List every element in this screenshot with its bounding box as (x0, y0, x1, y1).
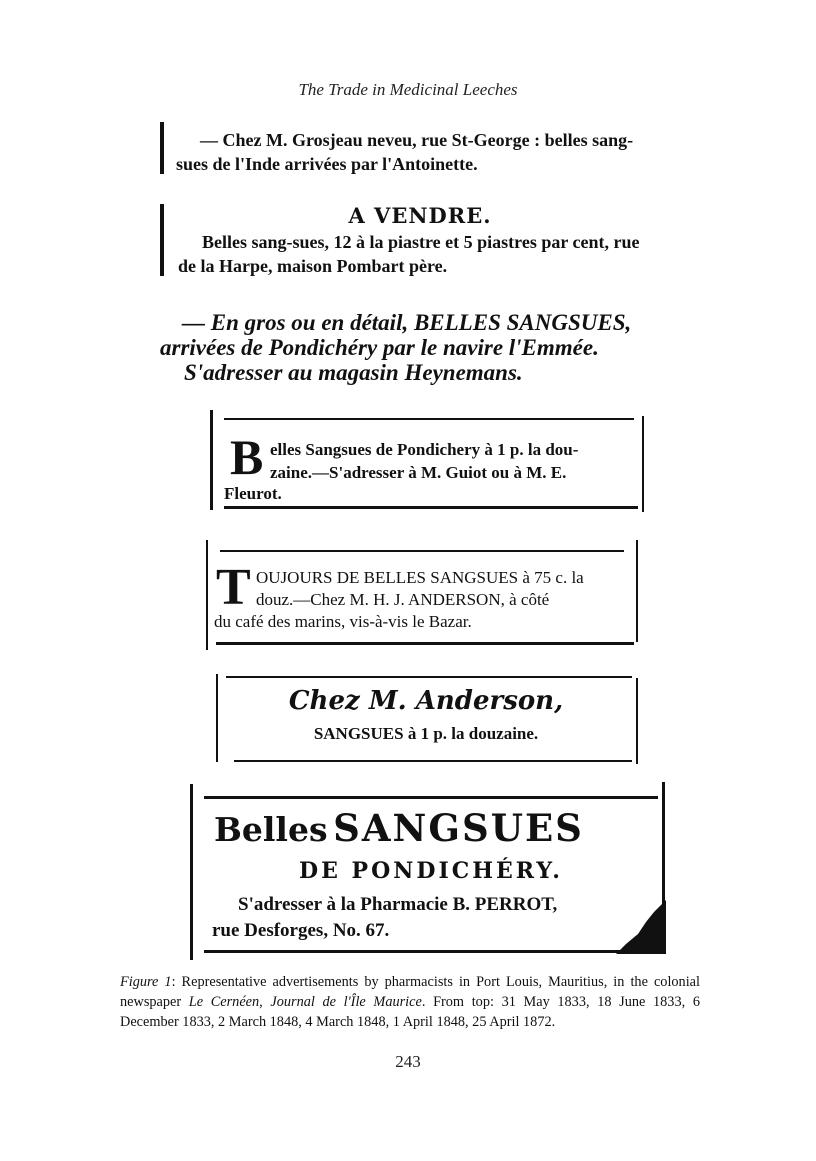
ad5-line-1: OUJOURS DE BELLES SANGSUES à 75 c. la (256, 568, 584, 587)
rule-bottom (234, 760, 632, 762)
ad5-line-3: du café des marins, vis-à-vis le Bazar. (214, 612, 472, 631)
caption-newspaper: Le Cernéen, Journal de l'Île Maurice (188, 994, 422, 1010)
rule-bottom (216, 642, 634, 645)
ad2-line-1: Belles sang-sues, 12 à la piastre et 5 piastres par cent, rue (202, 232, 640, 252)
ad2-title: A VENDRE. (348, 203, 492, 228)
torn-corner-mark (616, 900, 666, 954)
advertisement-2 (160, 198, 680, 280)
dropcap: B (230, 429, 264, 485)
advertisement-3 (160, 306, 700, 386)
ad4-line-2: zaine.—S'adresser à M. Guiot ou à M. E. (270, 463, 567, 482)
border-left (210, 410, 213, 510)
caption-label: Figure 1 (120, 974, 172, 990)
border-right (662, 782, 665, 912)
ad3-line-3: S'adresser au magasin Heynemans. (184, 360, 523, 385)
running-head: The Trade in Medicinal Leeches (298, 80, 518, 99)
ad6-title: Chez M. Anderson, (288, 686, 564, 716)
dropcap: T (216, 559, 251, 616)
ad7-word-sangsues: SANGSUES (333, 806, 584, 850)
rule-bottom (224, 506, 638, 509)
caption-text-a: : Representative advertisements by pharmacists in Port Louis, Mauritius, in the colonial newspaper (120, 974, 700, 1010)
border-right (636, 540, 638, 642)
figure-caption (120, 972, 700, 1032)
advertisement-7 (186, 780, 676, 962)
ad5-line-2: douz.—Chez M. H. J. ANDERSON, à côté (256, 590, 550, 609)
ad7-line-2: rue Desforges, No. 67. (212, 920, 390, 941)
caption-text-b: . From top: 31 May 1833, 18 June 1833, 6 December 1833, 2 March 1848, 4 March 1848, 1 April 1848, 25 April 1872. (120, 994, 700, 1030)
rule-top (224, 418, 634, 420)
ad7-line-1: S'adresser à la Pharmacie B. PERROT, (238, 894, 558, 915)
ad3-line-1: — En gros ou en détail, BELLES SANGSUES, (182, 310, 632, 335)
ad7-word-belles: Belles (214, 810, 328, 849)
border-left (206, 540, 208, 650)
advertisement-1 (160, 120, 680, 180)
rule-bottom (204, 950, 658, 953)
ad6-subtitle: SANGSUES à 1 p. la douzaine. (313, 724, 539, 743)
advertisement-6 (206, 668, 646, 768)
ad4-line-3: Fleurot. (224, 484, 282, 503)
ad3-line-2: arrivées de Pondichéry par le navire l'Emmée. (160, 335, 599, 360)
ad1-line-2: sues de l'Inde arrivées par l'Antoinette. (176, 154, 478, 174)
ad7-subheadline: DE PONDICHÉRY. (299, 858, 563, 884)
rule-top (220, 550, 624, 552)
border-right (642, 416, 644, 512)
ad4-line-1: elles Sangsues de Pondichery à 1 p. la dou- (270, 440, 579, 459)
advertisement-5 (206, 540, 646, 652)
advertisement-4 (206, 410, 646, 516)
ad1-line-1: — Chez M. Grosjeau neveu, rue St-George : belles sang- (200, 130, 634, 150)
rule-top (204, 796, 658, 799)
page-number: 243 (395, 1052, 421, 1071)
ad7-headline (214, 806, 584, 850)
margin-bar (160, 122, 164, 174)
ad2-line-2: de la Harpe, maison Pombart père. (178, 256, 448, 276)
rule-top (226, 676, 632, 678)
